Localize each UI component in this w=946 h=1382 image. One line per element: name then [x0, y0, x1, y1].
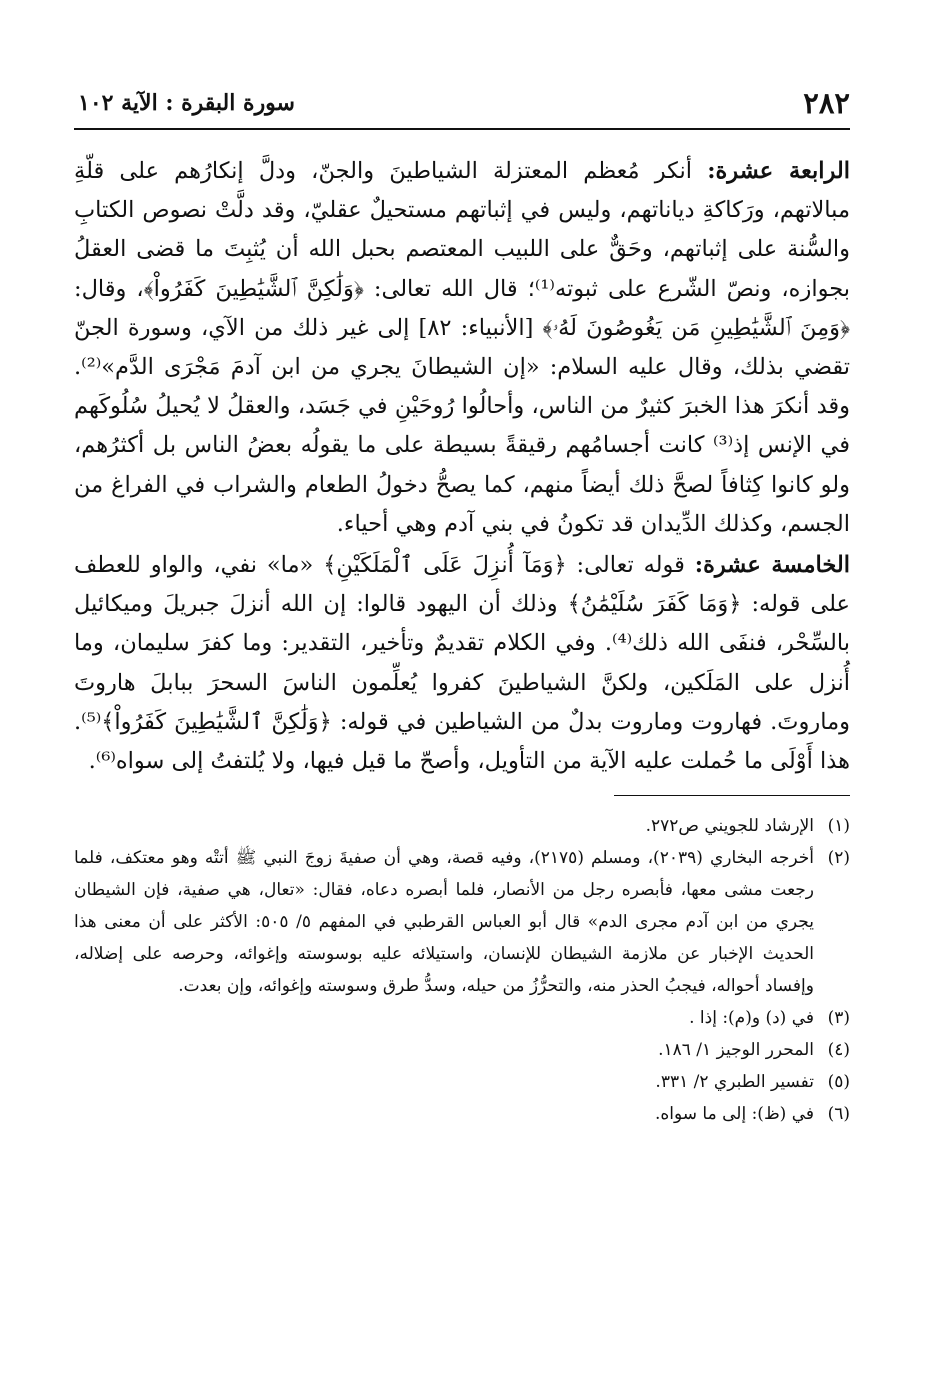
footnotes-divider — [614, 795, 850, 796]
footnote-text: المحرر الوجيز ١/ ١٨٦. — [658, 1040, 814, 1061]
main-text — [74, 152, 850, 781]
footnote — [74, 1034, 850, 1066]
paragraph-fourteenth — [74, 152, 850, 544]
footnote-number: (٥) — [827, 1072, 850, 1093]
footnote-number: (٤) — [827, 1040, 850, 1061]
footnote-text: في (د) و(م): إذا . — [689, 1008, 814, 1029]
running-header — [74, 84, 850, 130]
footnote-text: أخرجه البخاري (٢٠٣٩)، ومسلم (٢١٧٥)، وفيه قصة، وهي أن صفيةَ زوجَ النبي ﷺ أتتْه وهو معتكف، فلما رجعت مشى معها، فأبصره رجل من الأنصار، فلما أبصره دعاه، فقال: «تعال، هي صفية، فإن الشيطان يجري من ابن آدم مجرى الدم» قال أبو العباس القرطبي في المفهم ٥/ ٥٠٥: الأكثر على أن معنى هذا الحديث الإخبار عن ملازمة الشيطان للإنسان، واستيلائه عليه بوسوسته وإغوائه، وحرصه على إضلاله، وإفساد أحواله، فيجبُ الحذر منه، والتحرُّزُ من حيله، وسدُّ طرق وسوسته وإغوائه، وإن بعدت. — [74, 848, 814, 997]
footnote-text: في (ظ): إلى ما سواه. — [654, 1104, 814, 1125]
footnote-number: (٣) — [827, 1008, 850, 1029]
footnote — [74, 842, 850, 1002]
paragraph-lead: الرابعة عشرة: — [707, 158, 850, 184]
footnote — [74, 1098, 850, 1130]
footnote-text: تفسير الطبري ٢/ ٣٣١. — [655, 1072, 814, 1093]
paragraph-lead: الخامسة عشرة: — [694, 552, 850, 579]
footnote — [74, 1066, 850, 1098]
paragraph-body: أنكر مُعظم المعتزلة الشياطينَ والجنّ، ودلَّ إنكارُهم على قلّةِ مبالاتهم، ورَكاكةِ دياناتهم، وليس في إثباتهم مستحيلٌ عقليّ، وقد دلَّتْ نصوص الكتابِ والسُّنة على إثباتهم، وحَقٌّ على اللبيب المعتصم بحبل الله أن يُثبِتَ ما قضى العقلُ بجوازه، ونصّ الشّرع على ثبوته⁽¹⁾؛ قال الله تعالى: ﴿وَلَٰكِنَّ ٱلشَّيَٰطِينَ كَفَرُواْ﴾، وقال: ﴿وَمِنَ ٱلشَّيَٰطِينِ مَن يَغُوصُونَ لَهُۥ﴾ [الأنبياء: ٨٢] إلى غير ذلك من الآي، وسورة الجنّ تقضي بذلك، وقال عليه السلام: «إن الشيطانَ يجري من ابن آدمَ مَجْرَى الدَّم»⁽²⁾. وقد أنكرَ هذا الخبرَ كثيرٌ من الناس، وأحالُوا رُوحَيْنِ في جَسَد، والعقلُ لا يُحيلُ سُلُوكَهم في الإنس إذ⁽³⁾ كانت أجسامُهم رقيقةً بسيطة على ما يقولُه بعضُ الناس بل أكثرُهم، ولو كانوا كِثافاً لصحَّ ذلك أيضاً منهم، كما يصحُّ دخولُ الطعام والشراب في الفراغ من الجسم، وكذلك الدِّيدان قد تكونُ في بني آدم وهي أحياء. — [74, 158, 850, 537]
footnote-number: (٦) — [827, 1104, 850, 1125]
footnote — [74, 810, 850, 842]
page-number: ٢٨٢ — [803, 86, 850, 120]
footnote-text: الإرشاد للجويني ص٢٧٢. — [645, 816, 814, 837]
footnotes — [74, 810, 850, 1130]
footnote-number: (١) — [827, 816, 850, 837]
book-page — [74, 84, 850, 1344]
footnote-number: (٢) — [827, 848, 850, 869]
paragraph-fifteenth — [74, 546, 850, 781]
paragraph-body: قوله تعالى: ﴿وَمَآ أُنزِلَ عَلَى ٱلْمَلَكَيْنِ﴾ «ما» نفي، والواو للعطف على قوله: ﴿وَمَا كَفَرَ سُلَيْمَٰنُ﴾ وذلك أن اليهود قالوا: إن الله أنزلَ جبريلَ وميكائيل بالسِّحْر، فنفَى الله ذلك⁽⁴⁾. وفي الكلام تقديمٌ وتأخير، التقدير: وما كفرَ سليمان، وما أُنزل على المَلَكين، ولكنَّ الشياطينَ كفروا يُعلِّمون الناسَ السحرَ ببابلَ هاروتَ وماروتَ. فهاروت وماروت بدلٌ من الشياطين في قوله: ﴿وَلَٰكِنَّ ٱلشَّيَٰطِينَ كَفَرُواْ﴾⁽⁵⁾. هذا أَوْلَى ما حُملت عليه الآية من التأويل، وأصحّ ما قيل فيها، ولا يُلتفتُ إلى سواه⁽⁶⁾. — [74, 552, 850, 775]
footnote — [74, 1002, 850, 1034]
header-title: سورة البقرة : الآية ١٠٢ — [78, 90, 295, 116]
